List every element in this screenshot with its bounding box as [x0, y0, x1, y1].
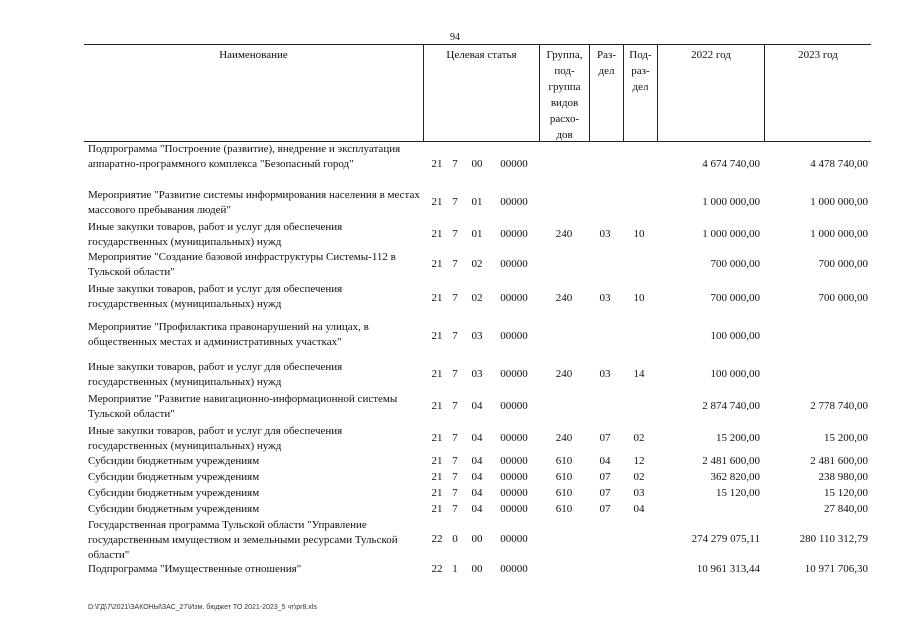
code-part-1: 21 — [431, 158, 443, 170]
table-row — [84, 282, 871, 316]
code-part-2: 7 — [452, 368, 458, 380]
code-part-1: 21 — [431, 330, 443, 342]
group-code: 610 — [555, 487, 573, 499]
code-part-4: 00000 — [500, 471, 528, 483]
amount-2023: 700 000,00 — [818, 258, 868, 270]
code-part-1: 21 — [431, 400, 443, 412]
code-part-2: 0 — [452, 533, 458, 545]
amount-2023: 700 000,00 — [818, 292, 868, 304]
amount-2023: 4 478 740,00 — [810, 158, 868, 170]
group-code: 610 — [555, 471, 573, 483]
table-row — [84, 486, 871, 502]
row-name: Иные закупки товаров, работ и услуг для обеспечения государственных (муниципальных) нужд — [88, 361, 343, 388]
code-part-3: 04 — [471, 503, 483, 515]
code-part-3: 00 — [471, 533, 483, 545]
code-part-2: 7 — [452, 455, 458, 467]
code-part-3: 04 — [471, 432, 483, 444]
table-row — [84, 142, 871, 188]
code-part-1: 21 — [431, 196, 443, 208]
amount-2022: 1 000 000,00 — [702, 196, 760, 208]
header-group-line: Группа, — [546, 49, 583, 61]
code-part-4: 00000 — [500, 503, 528, 515]
code-part-4: 00000 — [500, 368, 528, 380]
code-part-1: 22 — [431, 563, 443, 575]
header-subsection — [623, 45, 657, 141]
code-part-2: 7 — [452, 330, 458, 342]
code-part-2: 7 — [452, 158, 458, 170]
row-name: Подпрограмма "Построение (развитие), внедрение и эксплуатация аппаратно-программного комплекса "Безопасный город" — [88, 143, 401, 170]
table-row — [84, 220, 871, 250]
group-code: 240 — [555, 292, 573, 304]
code-part-2: 7 — [452, 196, 458, 208]
code-part-2: 7 — [452, 432, 458, 444]
amount-2022: 362 820,00 — [710, 471, 760, 483]
header-year-2022-label: 2022 год — [691, 49, 731, 61]
header-name — [84, 45, 424, 141]
row-name: Субсидии бюджетным учреждениям — [88, 471, 260, 483]
header-section-line: дел — [598, 65, 615, 77]
header-group-line: видов — [550, 97, 579, 109]
code-part-4: 00000 — [500, 330, 528, 342]
code-part-2: 1 — [452, 563, 458, 575]
header-year-2022 — [657, 45, 764, 141]
amount-2022: 274 279 075,11 — [691, 533, 760, 545]
table-row — [84, 518, 871, 562]
code-part-1: 21 — [431, 503, 443, 515]
table-row — [84, 392, 871, 422]
group-code: 240 — [555, 432, 573, 444]
amount-2022: 2 481 600,00 — [702, 455, 760, 467]
amount-2022: 4 674 740,00 — [702, 158, 760, 170]
amount-2022: 10 961 313,44 — [696, 563, 760, 575]
code-part-3: 02 — [471, 292, 483, 304]
code-part-4: 00000 — [500, 563, 528, 575]
code-part-3: 03 — [471, 368, 483, 380]
header-year-2023-label: 2023 год — [798, 49, 838, 61]
code-part-1: 22 — [431, 533, 443, 545]
code-part-3: 04 — [471, 487, 483, 499]
section-code: 04 — [599, 455, 611, 467]
code-part-3: 02 — [471, 258, 483, 270]
amount-2022: 15 120,00 — [716, 487, 760, 499]
section-code: 07 — [599, 487, 611, 499]
code-part-1: 21 — [431, 228, 443, 240]
code-part-4: 00000 — [500, 196, 528, 208]
code-part-4: 00000 — [500, 228, 528, 240]
amount-2022: 2 874 740,00 — [702, 400, 760, 412]
code-part-4: 00000 — [500, 258, 528, 270]
section-code: 03 — [599, 228, 611, 240]
amount-2023: 15 200,00 — [824, 432, 868, 444]
code-part-3: 04 — [471, 471, 483, 483]
row-name: Субсидии бюджетным учреждениям — [88, 503, 260, 515]
amount-2022: 700 000,00 — [710, 258, 760, 270]
table-row — [84, 188, 871, 218]
table-row — [84, 562, 871, 578]
subsection-code: 12 — [633, 455, 645, 467]
amount-2022: 700 000,00 — [710, 292, 760, 304]
code-part-3: 00 — [471, 158, 483, 170]
code-part-2: 7 — [452, 400, 458, 412]
code-part-2: 7 — [452, 471, 458, 483]
table-row — [84, 454, 871, 470]
code-part-1: 21 — [431, 455, 443, 467]
subsection-code: 03 — [633, 487, 645, 499]
code-part-1: 21 — [431, 487, 443, 499]
table-row — [84, 502, 871, 518]
table-row — [84, 360, 871, 390]
table-row — [84, 424, 871, 454]
code-part-3: 01 — [471, 228, 483, 240]
code-part-3: 03 — [471, 330, 483, 342]
group-code: 610 — [555, 503, 573, 515]
code-part-1: 21 — [431, 432, 443, 444]
row-name: Субсидии бюджетным учреждениям — [88, 487, 260, 499]
header-target — [424, 45, 539, 141]
section-code: 07 — [599, 471, 611, 483]
section-code: 07 — [599, 503, 611, 515]
header-section — [589, 45, 623, 141]
amount-2023: 1 000 000,00 — [810, 196, 868, 208]
subsection-code: 04 — [633, 503, 645, 515]
amount-2022: 1 000 000,00 — [702, 228, 760, 240]
subsection-code: 10 — [633, 292, 645, 304]
code-part-4: 00000 — [500, 432, 528, 444]
code-part-2: 7 — [452, 258, 458, 270]
header-year-2023 — [764, 45, 871, 141]
code-part-2: 7 — [452, 228, 458, 240]
row-name: Иные закупки товаров, работ и услуг для обеспечения государственных (муниципальных) нужд — [88, 283, 343, 310]
amount-2023: 2 481 600,00 — [810, 455, 868, 467]
code-part-3: 01 — [471, 196, 483, 208]
header-subsection-line: раз- — [631, 65, 650, 77]
code-part-3: 00 — [471, 563, 483, 575]
group-code: 240 — [555, 228, 573, 240]
table-header — [84, 44, 871, 142]
code-part-2: 7 — [452, 292, 458, 304]
section-code: 03 — [599, 292, 611, 304]
table-row — [84, 320, 871, 354]
code-part-4: 00000 — [500, 455, 528, 467]
table-row — [84, 470, 871, 486]
row-name: Мероприятие "Развитие системы информирования населения в местах массового пребывания людей" — [88, 189, 420, 216]
code-part-3: 04 — [471, 400, 483, 412]
code-part-4: 00000 — [500, 292, 528, 304]
subsection-code: 02 — [633, 471, 645, 483]
group-code: 240 — [555, 368, 573, 380]
amount-2023: 238 980,00 — [818, 471, 868, 483]
amount-2023: 1 000 000,00 — [810, 228, 868, 240]
code-part-4: 00000 — [500, 400, 528, 412]
header-subsection-line: Под- — [629, 49, 652, 61]
header-group — [539, 45, 589, 141]
row-name: Мероприятие "Развитие навигационно-информационной системы Тульской области" — [88, 393, 398, 420]
page-number: 94 — [450, 32, 460, 43]
amount-2023: 280 110 312,79 — [799, 533, 868, 545]
header-name-label: Наименование — [219, 49, 288, 61]
amount-2022: 15 200,00 — [716, 432, 760, 444]
code-part-2: 7 — [452, 487, 458, 499]
section-code: 07 — [599, 432, 611, 444]
header-group-line: под- — [554, 65, 575, 77]
code-part-1: 21 — [431, 292, 443, 304]
header-subsection-line: дел — [632, 81, 649, 93]
group-code: 610 — [555, 455, 573, 467]
file-path-footer: D:\ГД\7\2021\ЗАКОНЫ\ЗАС_27\Изм. бюджет ТО 2021-2023_5 чт\pr8.xls — [88, 604, 317, 611]
row-name: Мероприятие "Создание базовой инфраструктуры Системы-112 в Тульской области" — [88, 251, 396, 278]
amount-2023: 15 120,00 — [824, 487, 868, 499]
amount-2023: 27 840,00 — [824, 503, 868, 515]
code-part-4: 00000 — [500, 533, 528, 545]
table-row — [84, 250, 871, 280]
header-group-line: расхо- — [549, 113, 580, 125]
header-group-line: группа — [548, 81, 581, 93]
subsection-code: 10 — [633, 228, 645, 240]
code-part-4: 00000 — [500, 487, 528, 499]
row-name: Иные закупки товаров, работ и услуг для обеспечения государственных (муниципальных) нужд — [88, 221, 343, 248]
row-name: Иные закупки товаров, работ и услуг для обеспечения государственных (муниципальных) нужд — [88, 425, 343, 452]
amount-2023: 2 778 740,00 — [810, 400, 868, 412]
code-part-1: 21 — [431, 258, 443, 270]
row-name: Государственная программа Тульской области "Управление государственным имуществом и земельными ресурсами Тульской области" — [88, 519, 398, 561]
amount-2022: 100 000,00 — [710, 330, 760, 342]
code-part-4: 00000 — [500, 158, 528, 170]
subsection-code: 02 — [633, 432, 645, 444]
amount-2023: 10 971 706,30 — [804, 563, 868, 575]
code-part-1: 21 — [431, 368, 443, 380]
header-group-line: дов — [556, 129, 573, 141]
amount-2022: 100 000,00 — [710, 368, 760, 380]
row-name: Подпрограмма "Имущественные отношения" — [88, 563, 302, 575]
code-part-1: 21 — [431, 471, 443, 483]
row-name: Субсидии бюджетным учреждениям — [88, 455, 260, 467]
code-part-3: 04 — [471, 455, 483, 467]
section-code: 03 — [599, 368, 611, 380]
subsection-code: 14 — [633, 368, 645, 380]
row-name: Мероприятие "Профилактика правонарушений на улицах, в общественных местах и административных участках" — [88, 321, 369, 348]
header-section-line: Раз- — [596, 49, 616, 61]
header-target-label: Целевая статья — [446, 49, 517, 61]
code-part-2: 7 — [452, 503, 458, 515]
